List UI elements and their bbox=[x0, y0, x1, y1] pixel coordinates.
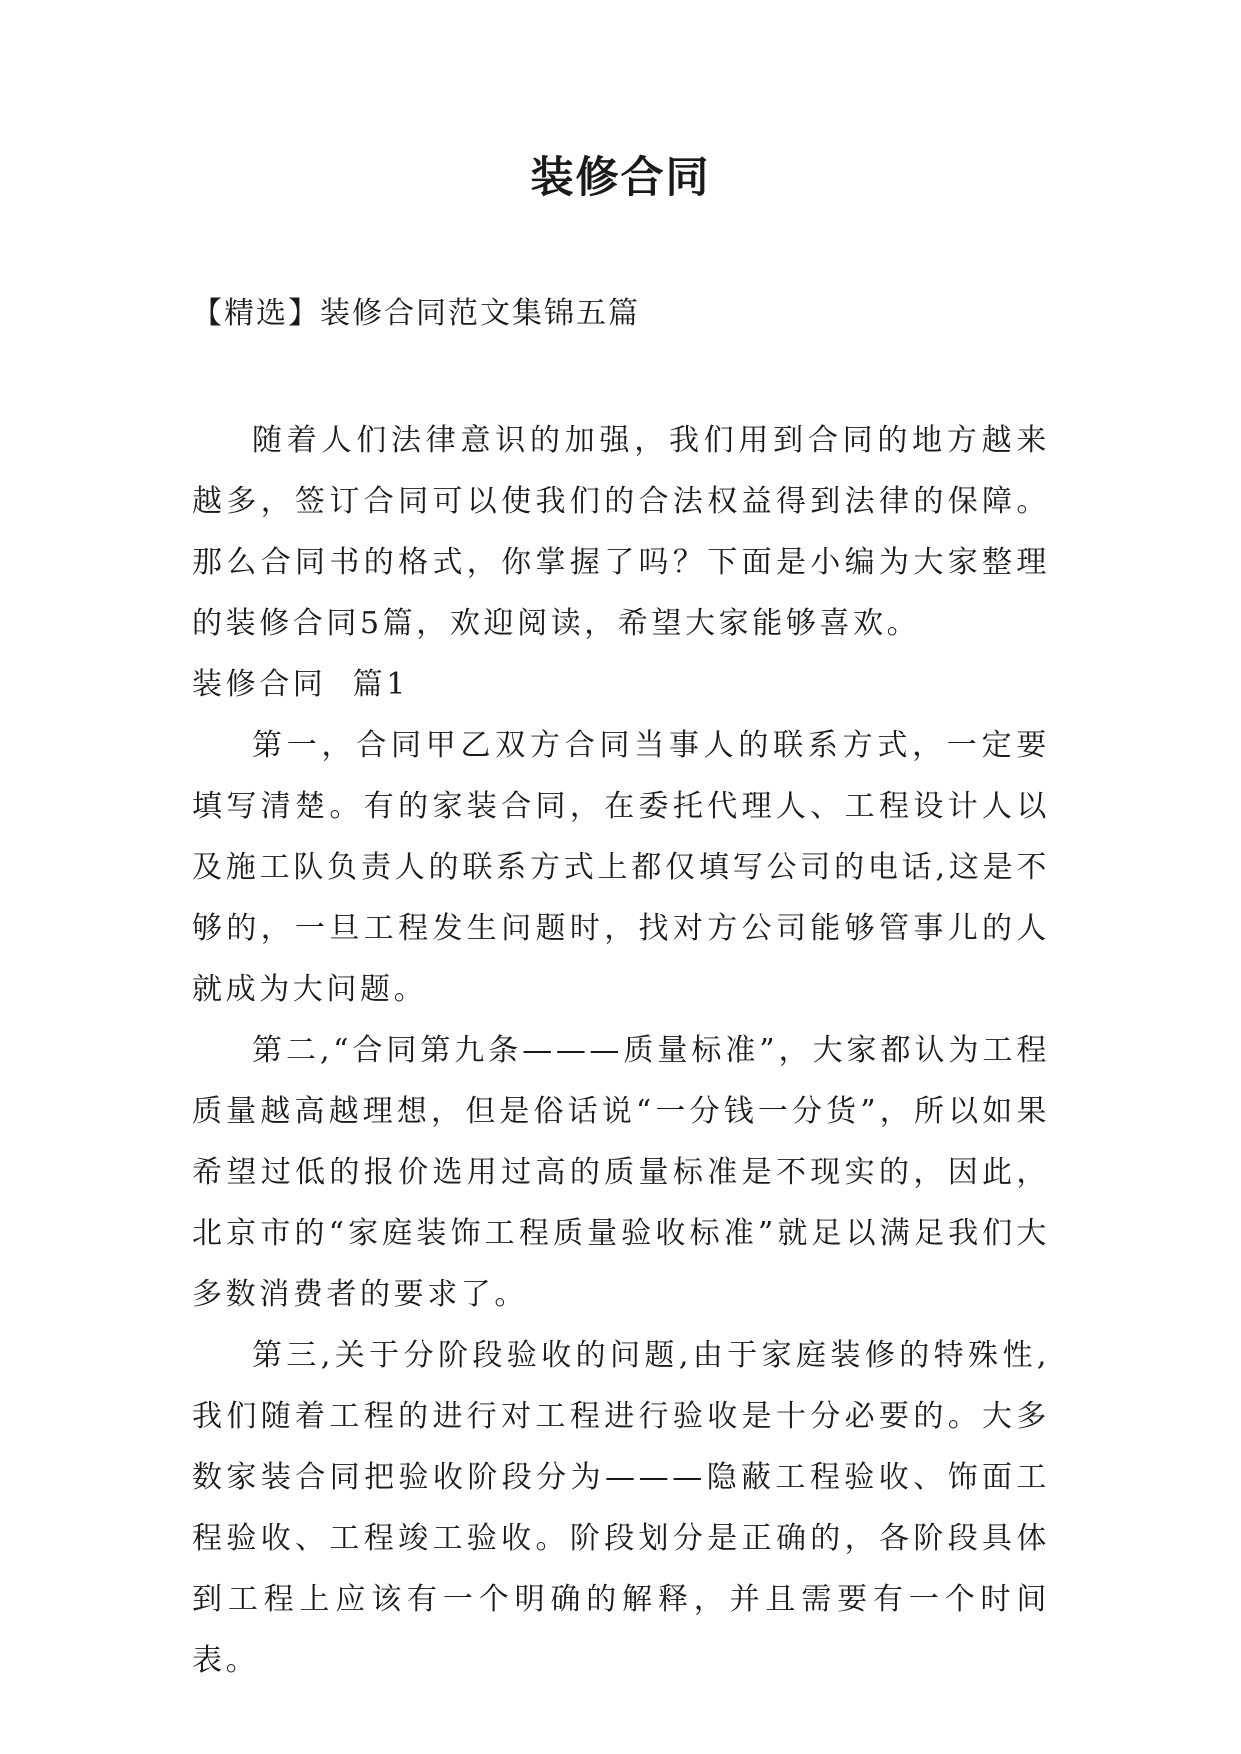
document-subtitle: 【精选】装修合同范文集锦五篇 bbox=[192, 296, 640, 331]
section-heading: 装修合同 篇1 bbox=[192, 667, 409, 702]
clause-paragraph-1: 第一，合同甲乙双方合同当事人的联系方式，一定要填写清楚。有的家装合同，在委托代理人、工程设计人以及施工队负责人的联系方式上都仅填写公司的电话,这是不够的，一旦工程发生问题时，找对方公司能够管事儿的人就成为大问题。 bbox=[192, 728, 1050, 1007]
clause-paragraph-3: 第三,关于分阶段验收的问题,由于家庭装修的特殊性,我们随着工程的进行对工程进行验收是十分必要的。大多数家装合同把验收阶段分为———隐蔽工程验收、饰面工程验收、工程竣工验收。阶段划分是正确的，各阶段具体到工程上应该有一个明确的解释，并且需要有一个时间表。 bbox=[192, 1338, 1050, 1678]
clause-paragraph-2: 第二,“合同第九条———质量标准”，大家都认为工程质量越高越理想，但是俗话说“一分钱一分货”，所以如果希望过低的报价选用过高的质量标准是不现实的，因此，北京市的“家庭装饰工程质量验收标准”就足以满足我们大多数消费者的要求了。 bbox=[192, 1033, 1050, 1312]
document-title: 装修合同 bbox=[530, 153, 711, 203]
document-body bbox=[192, 410, 1050, 1691]
intro-paragraph: 随着人们法律意识的加强，我们用到合同的地方越来越多，签订合同可以使我们的合法权益得到法律的保障。那么合同书的格式，你掌握了吗？下面是小编为大家整理的装修合同5篇，欢迎阅读，希望大家能够喜欢。 bbox=[192, 423, 1050, 641]
